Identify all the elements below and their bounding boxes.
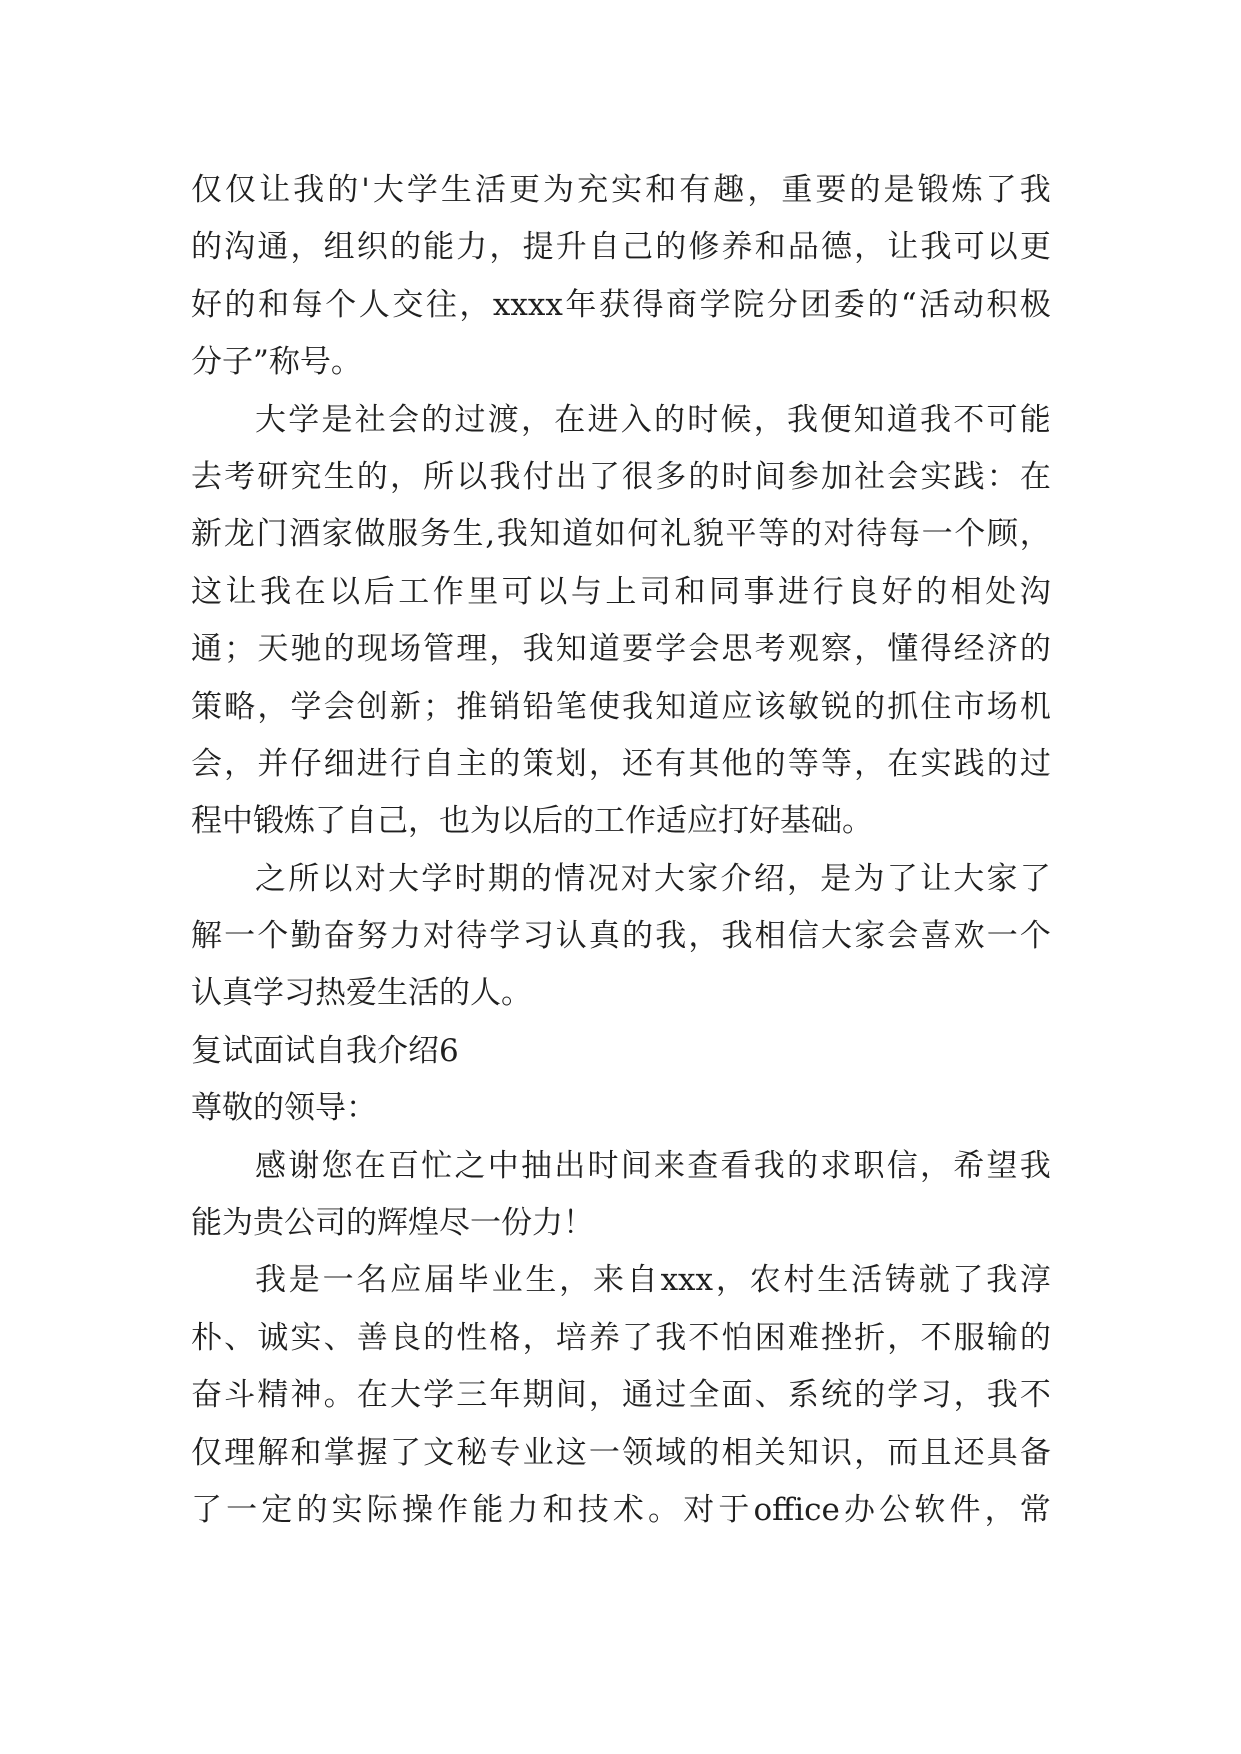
text-line: 我 是 一 名 应 届 毕 业 生 ， 来 自 xxx ， 农 村 生 活 铸 就 了 我 淳 xyxy=(255,1262,1051,1299)
salutation xyxy=(191,1080,1051,1137)
text-line: 奋 斗 精 神 。 在 大 学 三 年 期 间 ， 通 过 全 面 、 系 统 的 学 习 ， 我 不 xyxy=(191,1377,1051,1414)
text-line: 尊敬的领导： xyxy=(191,1090,377,1127)
document-body xyxy=(191,162,1051,1539)
text-line: 复试面试自我介绍6 xyxy=(191,1032,459,1069)
para-background xyxy=(191,1252,1051,1539)
text-line: 程中锻炼了自己，也为以后的工作适应打好基础。 xyxy=(191,803,873,840)
text-line: 的 沟 通 ， 组 织 的 能 力 ， 提 升 自 己 的 修 养 和 品 德 ， 让 我 可 以 更 xyxy=(191,229,1051,266)
text-line: 解 一 个 勤 奋 努 力 对 待 学 习 认 真 的 我 ， 我 相 信 大 家 会 喜 欢 一 个 xyxy=(191,918,1051,955)
text-line: 会 ， 并 仔 细 进 行 自 主 的 策 划 ， 还 有 其 他 的 等 等 ， 在 实 践 的 过 xyxy=(191,745,1051,782)
text-line: 朴 、 诚 实 、 善 良 的 性 格 ， 培 养 了 我 不 怕 困 难 挫 折 ， 不 服 输 的 xyxy=(191,1319,1051,1356)
text-line: 仅 仅 让 我 的 ' 大 学 生 活 更 为 充 实 和 有 趣 ， 重 要 的 是 锻 炼 了 我 xyxy=(191,172,1051,208)
text-line: 认真学习热爱生活的人。 xyxy=(191,975,532,1012)
text-line: 策 略 ， 学 会 创 新 ； 推 销 铅 笔 使 我 知 道 应 该 敏 锐 的 抓 住 市 场 机 xyxy=(191,688,1051,725)
text-line: 新 龙 门 酒 家 做 服 务 生 , 我 知 道 如 何 礼 貌 平 等 的 对 待 每 一 个 顾 ， xyxy=(191,516,1051,553)
text-line: 这 让 我 在 以 后 工 作 里 可 以 与 上 司 和 同 事 进 行 良 好 的 相 处 沟 xyxy=(191,573,1051,610)
text-line: 能为贵公司的辉煌尽一份力！ xyxy=(191,1205,594,1242)
text-line: 大 学 是 社 会 的 过 渡 ， 在 进 入 的 时 候 ， 我 便 知 道 我 不 可 能 xyxy=(255,401,1051,438)
text-line: 通 ； 天 驰 的 现 场 管 理 ， 我 知 道 要 学 会 思 考 观 察 ， 懂 得 经 济 的 xyxy=(191,631,1051,668)
para-thanks xyxy=(191,1138,1051,1253)
para-summary xyxy=(191,851,1051,1023)
text-line: 去 考 研 究 生 的 ， 所 以 我 付 出 了 很 多 的 时 间 参 加 社 会 实 践 ： 在 xyxy=(191,458,1051,495)
text-line: 仅 理 解 和 掌 握 了 文 秘 专 业 这 一 领 域 的 相 关 知 识 ， 而 且 还 具 备 xyxy=(191,1434,1051,1471)
text-line: 好 的 和 每 个 人 交 往 ， xxxx 年 获 得 商 学 院 分 团 委 的 “ 活 动 积 极 xyxy=(191,286,1051,323)
para-continuation xyxy=(191,162,1051,392)
text-line: 之 所 以 对 大 学 时 期 的 情 况 对 大 家 介 绍 ， 是 为 了 让 大 家 了 xyxy=(255,860,1051,897)
text-line: 感 谢 您 在 百 忙 之 中 抽 出 时 间 来 查 看 我 的 求 职 信 ， 希 望 我 xyxy=(255,1147,1051,1184)
text-line: 分子”称号。 xyxy=(191,344,362,381)
text-line: 了 一 定 的 实 际 操 作 能 力 和 技 术 。 对 于 office 办 公 软 件 ， 常 xyxy=(191,1491,1051,1528)
heading-section-6 xyxy=(191,1023,1051,1080)
para-social-practice xyxy=(191,392,1051,851)
